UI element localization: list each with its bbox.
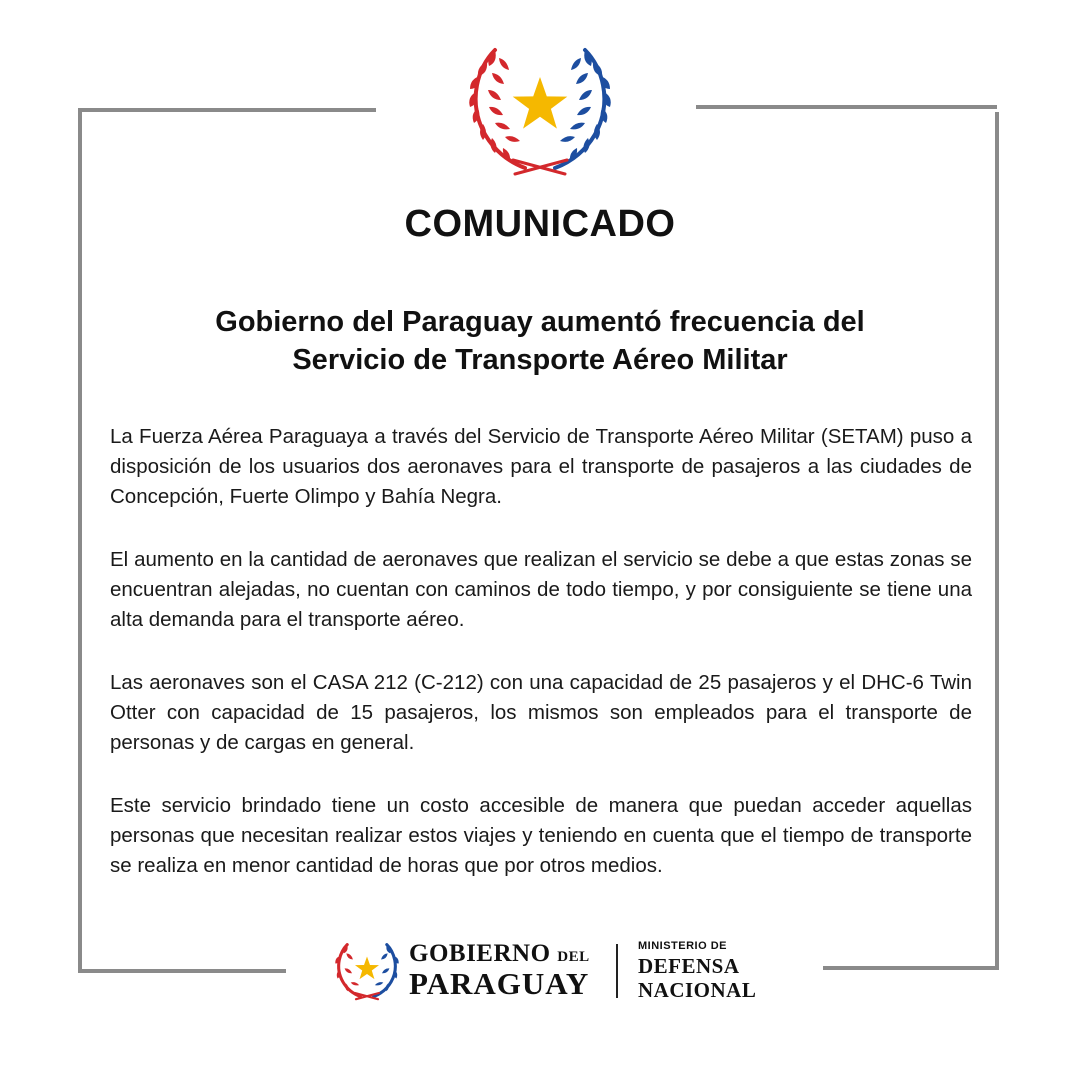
nacional-label: NACIONAL [638, 978, 757, 1002]
paraguay-word: PARAGUAY [409, 966, 590, 1001]
frame-top-right [696, 105, 997, 109]
paragraph-4: Este servicio brindado tiene un costo accesible de manera que puedan acceder aquellas personas que necesitan realizar estos viajes y teniendo en cuenta que el tiempo de transporte se realiza en menor cantidad de horas que por otros medios. [110, 794, 972, 877]
logo-divider [616, 944, 618, 998]
headline-line-1: Gobierno del Paraguay aumentó frecuencia del [215, 306, 865, 338]
laurel-wreath-star-icon [334, 940, 400, 1002]
gobierno-word: GOBIERNO [409, 940, 551, 967]
laurel-wreath-star-icon [465, 40, 615, 180]
footer-logos [334, 938, 784, 1004]
red-laurel-branch [469, 50, 525, 168]
paragraph-1: La Fuerza Aérea Paraguaya a través del Servicio de Transporte Aéreo Militar (SETAM) puso a disposición de los usuarios dos aeronaves para el transporte de pasajeros a las ciudades de Concepción, Fuerte Olimpo y Bahía Negra. [110, 425, 972, 508]
del-word: DEL [557, 949, 590, 965]
defensa-label: DEFENSA [638, 954, 740, 978]
frame-bottom-left [78, 969, 286, 973]
page-title: COMUNICADO [404, 203, 676, 245]
frame-bottom-right [823, 966, 999, 970]
frame-top-left [78, 108, 376, 112]
paragraph-3: Las aeronaves son el CASA 212 (C-212) con una capacidad de 25 pasajeros y el DHC-6 Twin Otter con capacidad de 15 pasajeros, los mismos son empleados para el transporte de personas y de cargas en general. [110, 671, 972, 754]
headline [110, 303, 970, 379]
star-icon [513, 77, 568, 129]
paragraph-2: El aumento en la cantidad de aeronaves que realizan el servicio se debe a que estas zonas se encuentran alejadas, no cuentan con caminos de todo tiempo, y por consiguiente se tiene una alta demanda para el transporte aéreo. [110, 548, 972, 631]
blue-laurel-branch [555, 50, 611, 168]
body-text [110, 422, 972, 914]
headline-line-2: Servicio de Transporte Aéreo Militar [292, 344, 788, 376]
ministerio-label: MINISTERIO DE [638, 940, 728, 952]
gobierno-wordmark-line-1 [409, 940, 590, 968]
